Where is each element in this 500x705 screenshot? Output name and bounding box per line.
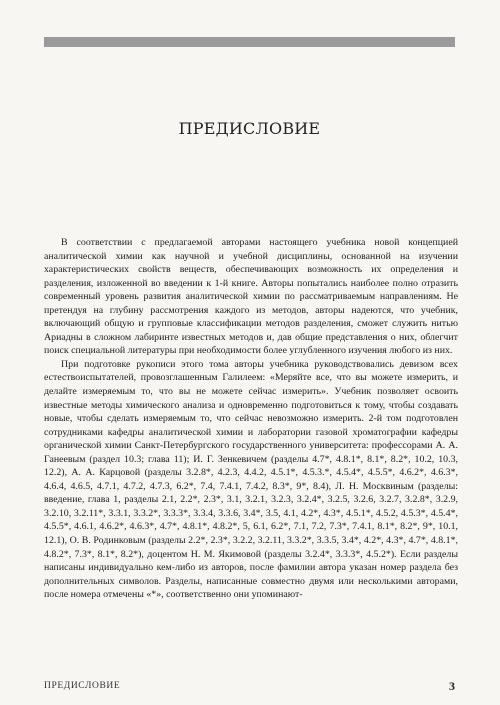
page-number: 3 xyxy=(449,679,455,693)
paragraph-2: При подготовке рукописи этого тома авторы учебника руководствовались девизом всех естествоиспытателей, провозглашенным Галилеем: «Меряйте все, что вы можете измерить, и делайте измеряемым то, что вы не можете сейчас измерить». Учебник позволяет освоить известные методы химического анализа и одновременно подготовиться к тому, чтобы создавать новые, чтобы сделать измеряемым то, что сейчас невозможно измерить. 2-й том подготовлен сотрудниками кафедры аналитической химии и лаборатории газовой хроматографии кафедры органической химии Санкт-Петербургского государственного университета: профессорами А. А. Ганеевым (раздел 10.3; глава 11); И. Г. Зенкевичем (разделы 4.7*, 4.8.1*, 8.1*, 8.2*, 10.2, 10.3, 12.2), А. А. Карцовой (разделы 3.2.8*, 4.2.3, 4.4.2, 4.5.1*, 4.5.3.*, 4.5.4*, 4.5.5*, 4.6.2*, 4.6.3*, 4.6.4, 4.6.5, 4.7.1, 4.7.2, 4.7.3, 6.2*, 7.4, 7.4.1, 7.4.2, 8.3*, 9*, 8.4), Л. Н. Москвиным (разделы: введение, глава 1, разделы 2.1, 2.2*, 2.3*, 3.1, 3.2.1, 3.2.3, 3.2.4*, 3.2.5, 3.2.6, 3.2.7, 3.2.8*, 3.2.9, 3.2.10, 3.2.11*, 3.3.1, 3.3.2*, 3.3.3*, 3.3.4, 3.3.6, 3.4*, 3.5, 4.1, 4.2*, 4.3*, 4.5.1*, 4.5.2, 4.5.3*, 4.5.4*, 4.5.5*, 4.6.1, 4.6.2*, 4.6.3*, 4.7*, 4.8.1*, 4.8.2*, 5, 6.1, 6.2*, 7.1, 7.2, 7.3*, 7.4.1, 8.1*, 8.2*, 9*, 10.1, 12.1), О. В. Родинковым (разделы 2.2*, 2.3*, 3.2.2, 3.2.11, 3.3.2*, 3.3.5, 3.4*, 4.2*, 4.3*, 4.7*, 4.8.1*, 4.8.2*, 7.3*, 8.1*, 8.2*), доцентом Н. М. Якимовой (разделы 3.2.4*, 3.3.3*, 4.5.2*). Если разделы написаны индивидуально кем-либо из авторов, после фамилии автора указан номер раздела без дополнительных символов. Разделы, написанные совместно двумя или несколькими авторами, после номера отмечены «*», соответственно они упоминают- xyxy=(44,358,458,601)
top-rule xyxy=(44,37,455,47)
paragraph-1: В соответствии с предлагаемой авторами настоящего учебника новой концепцией аналитической химии как научной и учебной дисциплины, основанной на изучении характеристических свойств веществ, обеспечивающих возможность их определения и разделения, изложенной во введении к 1-й книге. Авторы попытались наиболее полно отразить современный уровень развития аналитической химии по рассматриваемым направлениям. Не претендуя на глубину рассмотрения каждого из методов, авторы надеются, что учебник, включающий общую и групповые классификации методов разделения, сможет служить нитью Ариадны в сложном лабиринте известных методов и, дав общие представления о них, облегчит поиск специальной литературы при необходимости более углубленного изучения любого из них. xyxy=(44,237,458,357)
body-text xyxy=(44,236,458,602)
page-title: ПРЕДИСЛОВИЕ xyxy=(178,119,321,138)
running-head: ПРЕДИСЛОВИЕ xyxy=(44,681,121,691)
page-footer xyxy=(44,681,455,695)
